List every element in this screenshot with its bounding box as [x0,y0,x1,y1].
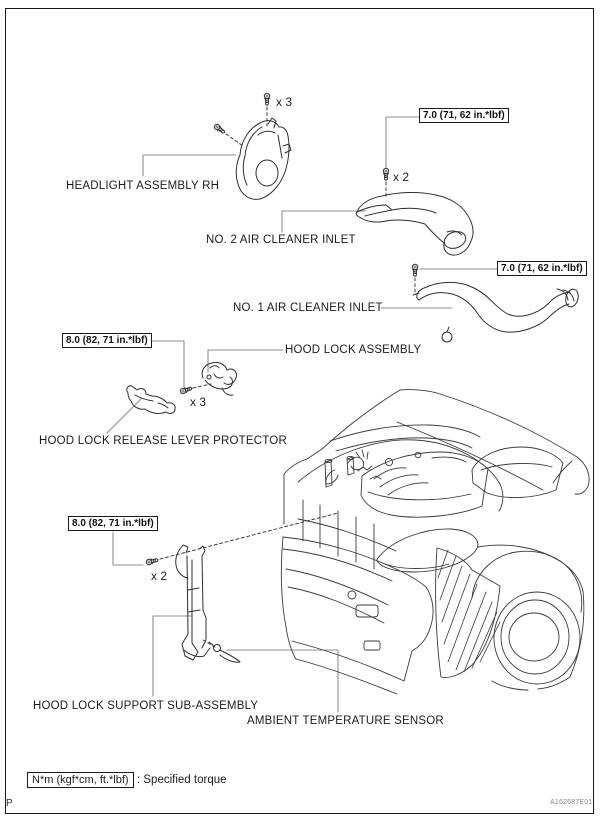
hood-lock-part-drawing [202,362,236,395]
torque-callout-hood-lock: 8.0 (82, 71 in.*lbf) [62,333,152,348]
torque-callout-support: 8.0 (82, 71 in.*lbf) [68,516,158,531]
fastener-count-no2-inlet: x 2 [393,170,410,184]
legend-description: : Specified torque [137,774,227,786]
bolt-icon [146,557,159,565]
label-hood-lock-assembly: HOOD LOCK ASSEMBLY [285,344,422,356]
label-hood-lock-release-lever-protector: HOOD LOCK RELEASE LEVER PROTECTOR [39,435,287,447]
label-ambient-temperature-sensor: AMBIENT TEMPERATURE SENSOR [247,715,444,727]
leader-no2-inlet [282,211,366,232]
label-no2-air-cleaner-inlet: NO. 2 AIR CLEANER INLET [206,234,356,246]
page-marker: P [6,798,13,809]
torque-callout-no2-inlet: 7.0 (71, 62 in.*lbf) [419,108,509,123]
label-no1-air-cleaner-inlet: NO. 1 AIR CLEANER INLET [233,302,383,314]
bolt-icon [264,93,269,105]
fastener-count-headlight: x 3 [276,95,293,109]
bolt-icon [412,264,417,276]
fastener-count-hood-lock: x 3 [190,395,207,409]
label-hood-lock-support-sub-assembly: HOOD LOCK SUPPORT SUB-ASSEMBLY [33,700,259,712]
no2-inlet-part-drawing [356,192,473,255]
protector-part-drawing [127,386,175,414]
no1-inlet-part-drawing [413,282,580,342]
leader-hood-lock [208,350,283,372]
bolt-icon [383,168,388,180]
figure-code: A162687E01 [550,799,593,806]
headlight-part-drawing [236,118,291,199]
sensor-part-drawing [209,642,240,662]
leader-headlight [143,155,236,176]
bolt-icon [180,386,193,395]
legend-unit-box: N*m (kgf*cm, ft.*lbf) [27,772,134,788]
label-headlight-assembly-rh: HEADLIGHT ASSEMBLY RH [66,180,220,192]
torque-callout-no1-inlet: 7.0 (71, 62 in.*lbf) [497,261,587,276]
leader-lines [107,117,497,712]
leader-torque-no2 [386,117,419,168]
leader-torque-support [113,532,143,565]
car-front-illustration [281,390,589,694]
leader-protector [107,399,141,433]
support-part-drawing [176,545,210,660]
leader-support [153,616,192,696]
bolt-icon [213,123,226,135]
fastener-count-support: x 2 [151,569,168,583]
